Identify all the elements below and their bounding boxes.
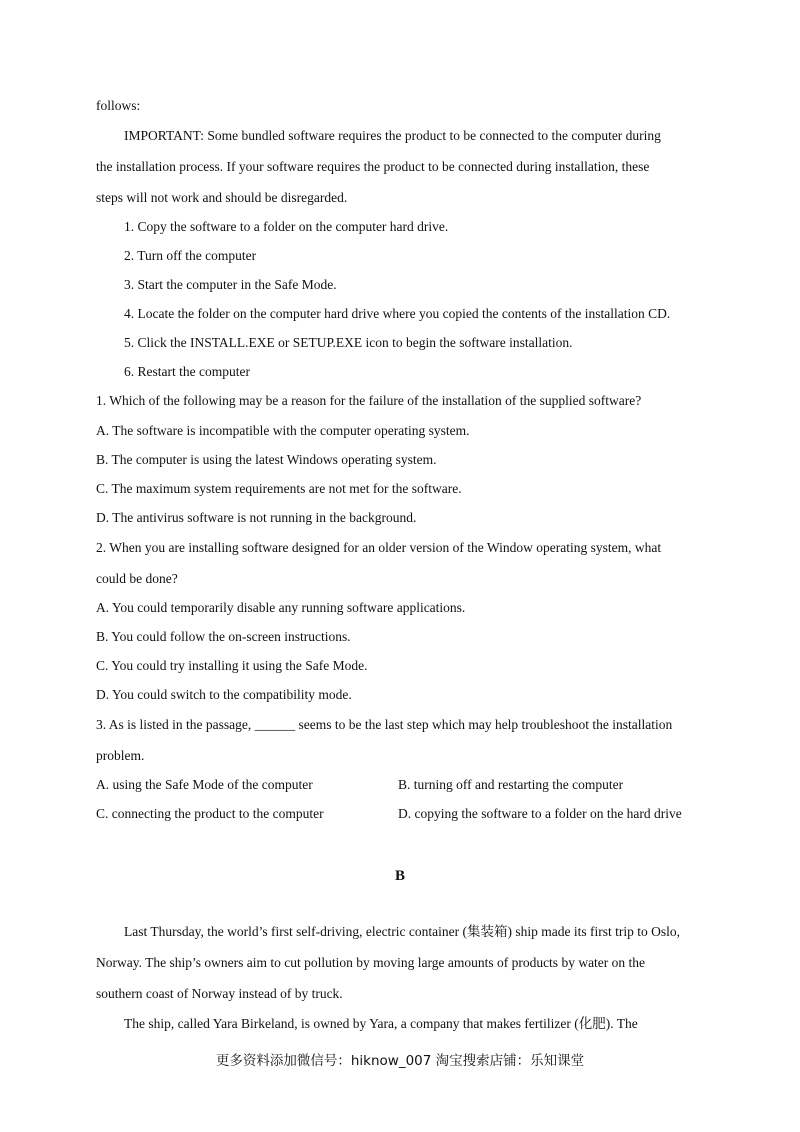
paragraph-line: Norway. The ship’s owners aim to cut pollution by moving large amounts of products by water on the bbox=[96, 955, 646, 970]
answer-option: A. You could temporarily disable any running software applications. bbox=[96, 600, 466, 615]
answer-option: D. copying the software to a folder on the hard drive bbox=[398, 806, 682, 821]
answer-option: C. You could try installing it using the Safe Mode. bbox=[96, 658, 368, 673]
question-stem-cont: problem. bbox=[96, 748, 145, 763]
important-note-cont: steps will not work and should be disregarded. bbox=[96, 190, 348, 205]
important-note-cont: the installation process. If your software requires the product to be connected during installation, these bbox=[96, 159, 650, 174]
question-stem: 1. Which of the following may be a reason for the failure of the installation of the supplied software? bbox=[96, 393, 642, 408]
passage-line: follows: bbox=[96, 98, 141, 113]
answer-option: D. The antivirus software is not running in the background. bbox=[96, 510, 417, 525]
step-item: 3. Start the computer in the Safe Mode. bbox=[124, 277, 337, 292]
step-item: 5. Click the INSTALL.EXE or SETUP.EXE icon to begin the software installation. bbox=[124, 335, 573, 350]
answer-option: A. using the Safe Mode of the computer bbox=[96, 777, 313, 792]
question-stem-cont: could be done? bbox=[96, 571, 178, 586]
question-stem: 3. As is listed in the passage, ______ seems to be the last step which may help troubleshoot the installation bbox=[96, 717, 673, 732]
important-note: IMPORTANT: Some bundled software requires the product to be connected to the computer during bbox=[124, 128, 661, 143]
answer-option: B. You could follow the on-screen instructions. bbox=[96, 629, 351, 644]
answer-option: C. The maximum system requirements are not met for the software. bbox=[96, 481, 462, 496]
answer-option: B. The computer is using the latest Windows operating system. bbox=[96, 452, 437, 467]
answer-option: C. connecting the product to the computer bbox=[96, 806, 324, 821]
answer-option: B. turning off and restarting the computer bbox=[398, 777, 624, 792]
step-item: 2. Turn off the computer bbox=[124, 248, 257, 263]
step-item: 6. Restart the computer bbox=[124, 364, 250, 379]
answer-option: D. You could switch to the compatibility mode. bbox=[96, 687, 352, 702]
question-stem: 2. When you are installing software designed for an older version of the Window operating system, what bbox=[96, 540, 662, 555]
paragraph-line: southern coast of Norway instead of by truck. bbox=[96, 986, 343, 1001]
paragraph-line: Last Thursday, the world’s first self-driving, electric container (集装箱) ship made its first trip to Oslo, bbox=[124, 924, 681, 939]
page-footer: 更多资料添加微信号：hiknow_007 淘宝搜索店铺：乐知课堂 bbox=[215, 1053, 585, 1069]
step-item: 1. Copy the software to a folder on the computer hard drive. bbox=[124, 219, 449, 234]
step-item: 4. Locate the folder on the computer hard drive where you copied the contents of the installation CD. bbox=[124, 306, 671, 321]
answer-option: A. The software is incompatible with the computer operating system. bbox=[96, 423, 470, 438]
paragraph-line: The ship, called Yara Birkeland, is owned by Yara, a company that makes fertilizer (化肥). The bbox=[124, 1016, 638, 1031]
section-heading: B bbox=[394, 868, 405, 884]
